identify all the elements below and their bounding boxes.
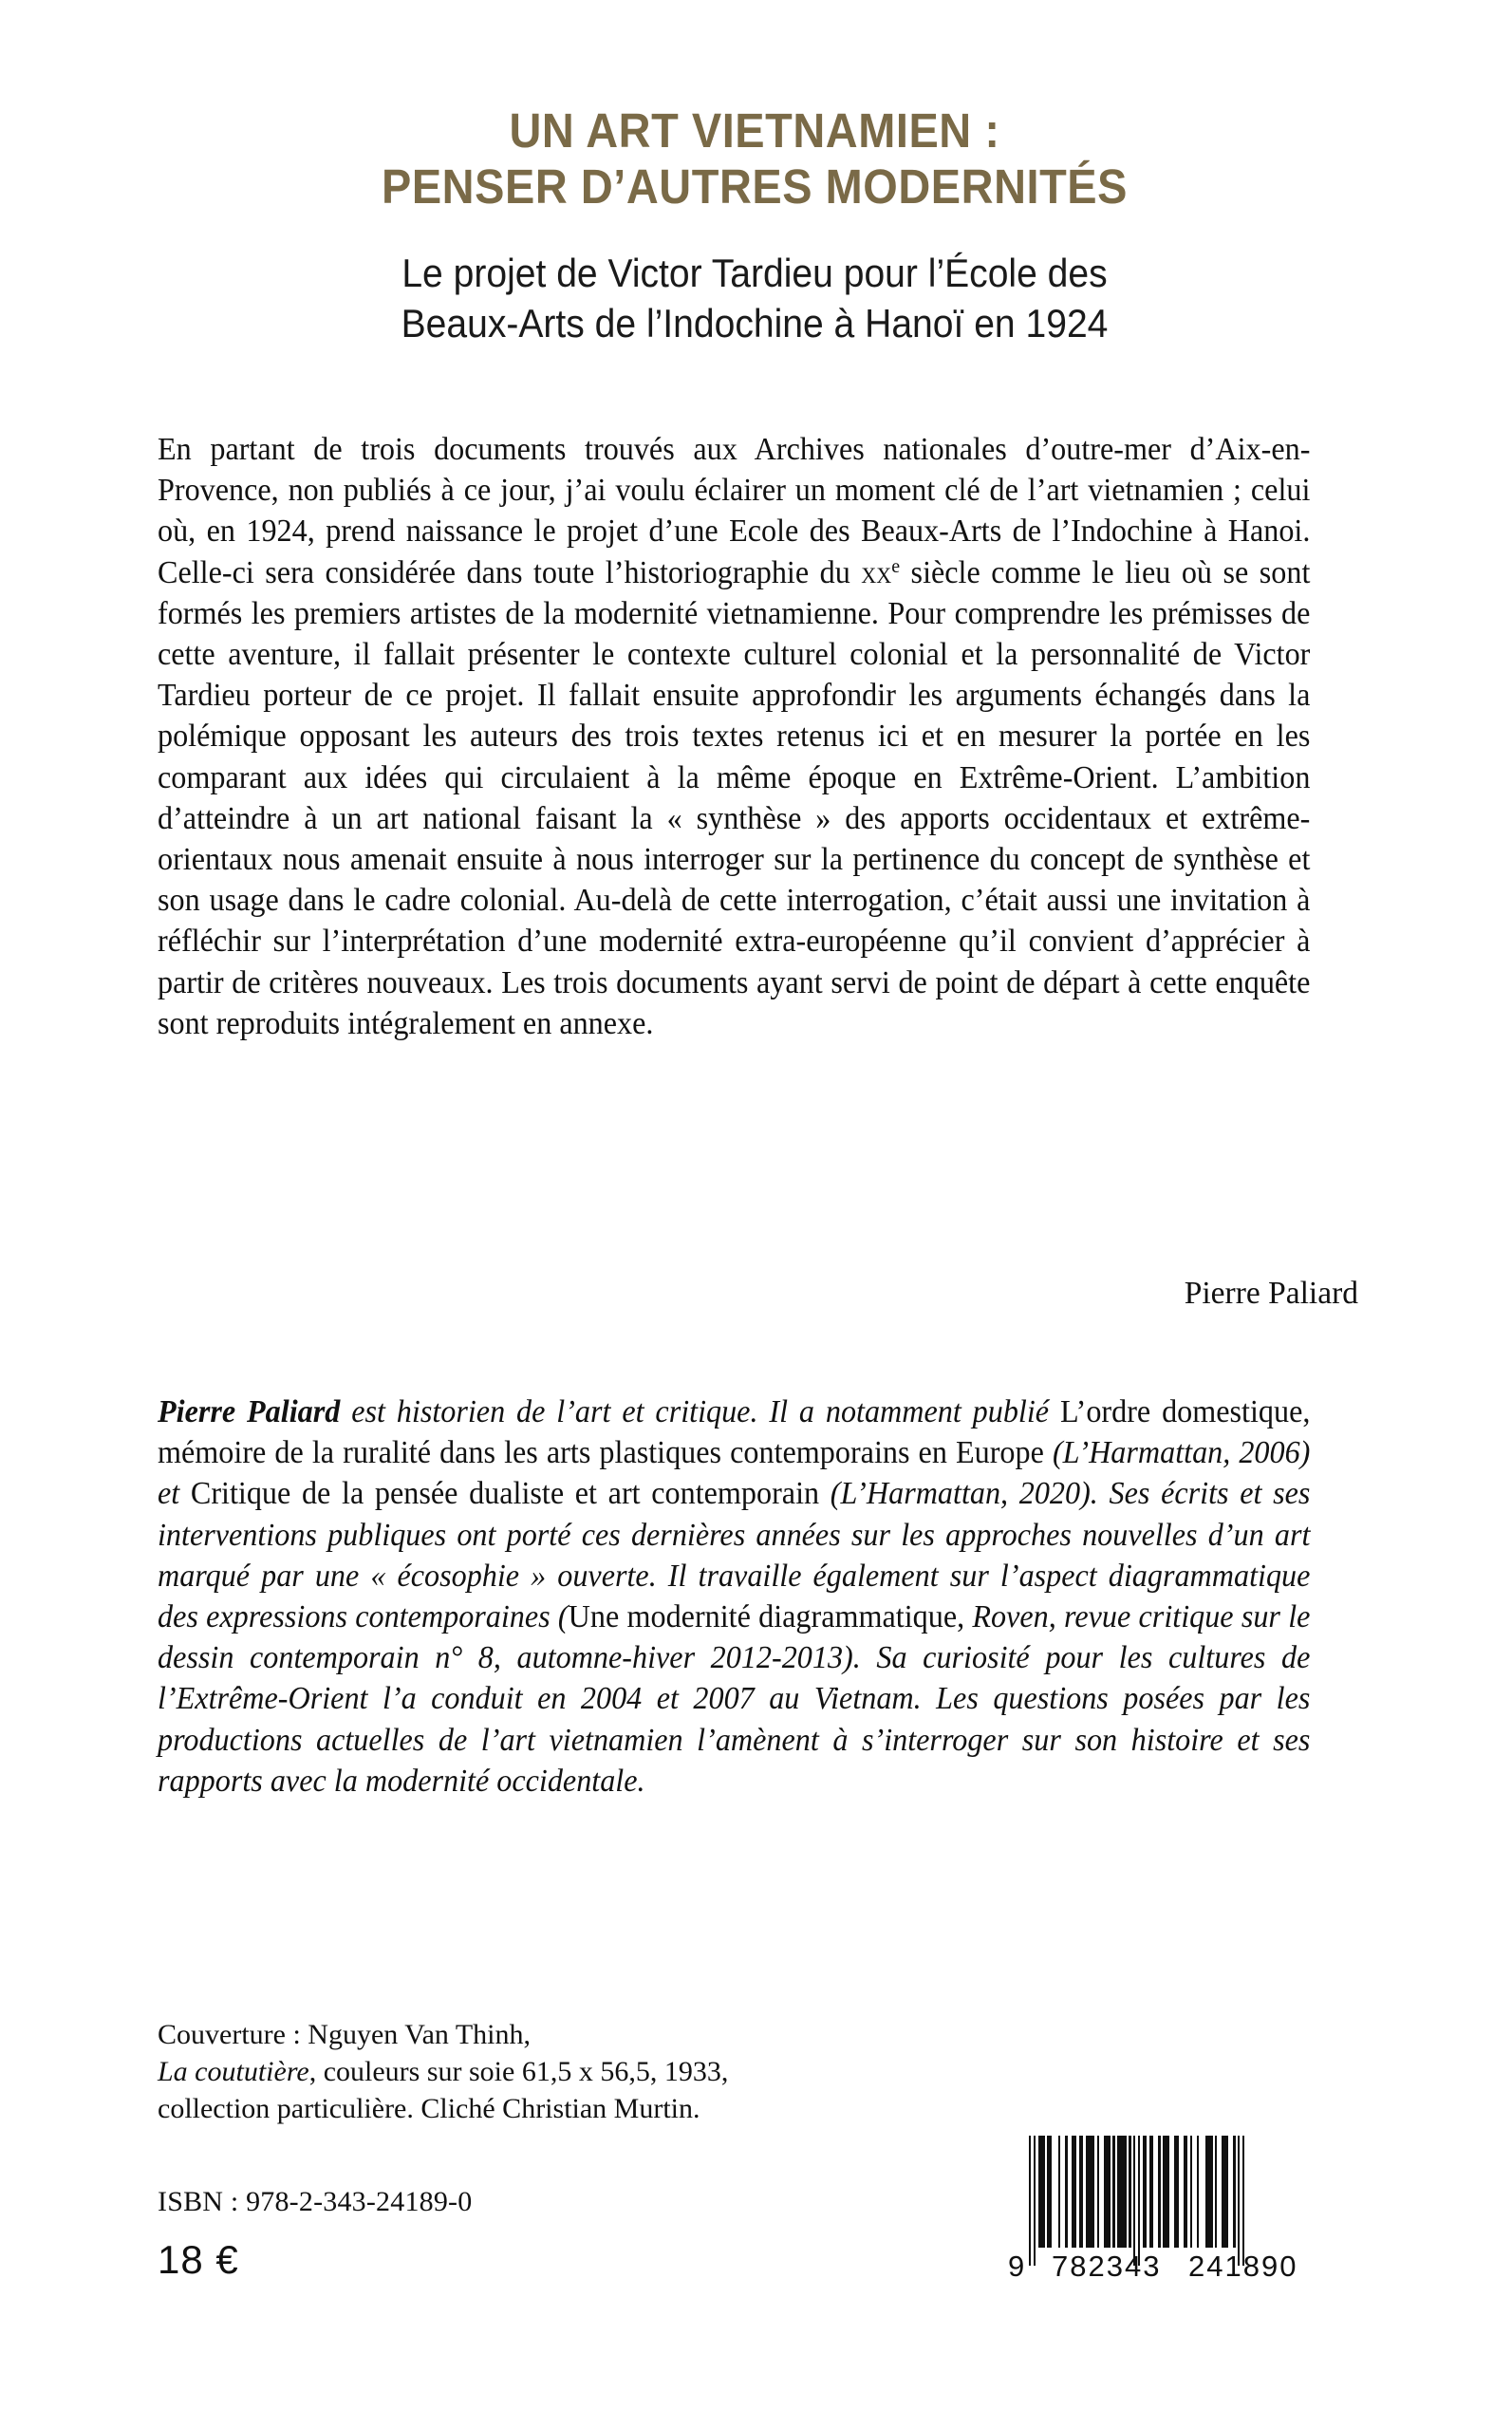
barcode-digit-group-3: 241890 [1188, 2250, 1298, 2283]
bio-work-title-1: L’ordre domestique, mémoire de la ruralité dans les arts plastiques contemporains en Europe [158, 1394, 1311, 1471]
isbn-label: ISBN : 978-2-343-24189-0 [158, 2186, 473, 2217]
blurb-part-1: En partant de trois documents trouvés aux Archives nationales d’outre-mer d’Aix-en-Provence, non publiés à ce jour, j’ai voulu éclairer un moment clé de l’art vietnamien ; celui où, en 1924, prend naissance le projet d’une Ecole des Beaux-Arts de l’Indochine à Hanoi. Celle-ci sera considérée dans toute l’historiographie du [158, 432, 1311, 590]
bio-author-name: Pierre Paliard [158, 1394, 341, 1429]
bio-segment-1: est historien de l’art et critique. Il a notamment publié [340, 1394, 1060, 1429]
title-block [142, 103, 1367, 349]
barcode-bars [1029, 2136, 1323, 2248]
bio-work-title-3: Une modernité diagrammatique, [568, 1599, 973, 1635]
barcode-digit-group-2: 782343 [1052, 2250, 1162, 2283]
bio-segment-2: (L’Harmattan, 2006) et [158, 1435, 1311, 1512]
subtitle-line-1: Le projet de Victor Tardieu pour l’École des [401, 251, 1108, 296]
bio-segment-3: (L’Harmattan, 2020). Ses écrits et ses interventions publiques ont porté ces dernières années sur les approches nouvelles d’un art marqué par une « écosophie » ouverte. Il travaille également sur l’aspect diagrammatique des expressions contemporaines ( [158, 1476, 1311, 1635]
blurb-paragraph [158, 429, 1310, 1044]
bio-work-title-2: Critique de la pensée dualiste et art contemporain [190, 1476, 831, 1512]
credits-line-3: collection particulière. Cliché Christian Murtin. [158, 2093, 700, 2124]
author-bio [158, 1391, 1310, 1802]
barcode-digit-group-1: 9 [1008, 2250, 1027, 2283]
page-title [192, 103, 1318, 215]
barcode-digits [1008, 2250, 1323, 2284]
barcode [1008, 2136, 1323, 2284]
century-smallcaps: xx [861, 554, 892, 590]
cover-credits [158, 2016, 917, 2127]
blurb-part-2: siècle comme le lieu où se sont formés les premiers artistes de la modernité vietnamienne. Pour comprendre les prémisses de cette aventure, il fallait présenter le contexte culturel colonial et la personnalité de Victor Tardieu porteur de ce projet. Il fallait ensuite approfondir les arguments échangés dans la polémique opposant les auteurs des trois textes retenus ici et en mesurer la portée en les comparant aux idées qui circulaient à la même époque en Extrême-Orient. L’ambition d’atteindre à un art national faisant la « synthèse » des apports occidentaux et extrême-orientaux nous amenait ensuite à nous interroger sur la pertinence du concept de synthèse et son usage dans le cadre colonial. Au-delà de cette interrogation, c’était aussi une invitation à réfléchir sur l’interprétation d’une modernité extra-européenne qu’il convient d’apprécier à partir de critères nouveaux. Les trois documents ayant servi de point de départ à cette enquête sont reproduits intégralement en annexe. [158, 554, 1311, 1041]
artwork-details: , couleurs sur soie 61,5 x 56,5, 1933, [308, 2056, 729, 2087]
bio-paragraph [158, 1391, 1310, 1802]
bio-segment-4: Roven, revue critique sur le dessin contemporain n° 8, automne-hiver 2012-2013). Sa curiosité pour les cultures de l’Extrême-Orient l’a conduit en 2004 et 2007 au Vietnam. Les questions posées par les productions actuelles de l’art vietnamien l’amènent à s’interroger sur son histoire et ses rapports avec la modernité occidentale. [158, 1599, 1311, 1799]
page-subtitle [185, 249, 1324, 349]
blurb-text [158, 429, 1310, 1044]
price-label: 18 € [158, 2237, 239, 2282]
century-ordinal: e [891, 554, 901, 577]
title-line-2: PENSER D’AUTRES MODERNITÉS [381, 159, 1129, 215]
credits-line-1: Couverture : Nguyen Van Thinh, [158, 2019, 532, 2050]
subtitle-line-2: Beaux-Arts de l’Indochine à Hanoï en 1924 [401, 301, 1109, 346]
credits-line-2 [158, 2053, 917, 2090]
artwork-title: La coututière [158, 2056, 309, 2087]
author-signature: Pierre Paliard [1184, 1276, 1358, 1311]
title-line-1: UN ART VIETNAMIEN : [509, 103, 1000, 158]
